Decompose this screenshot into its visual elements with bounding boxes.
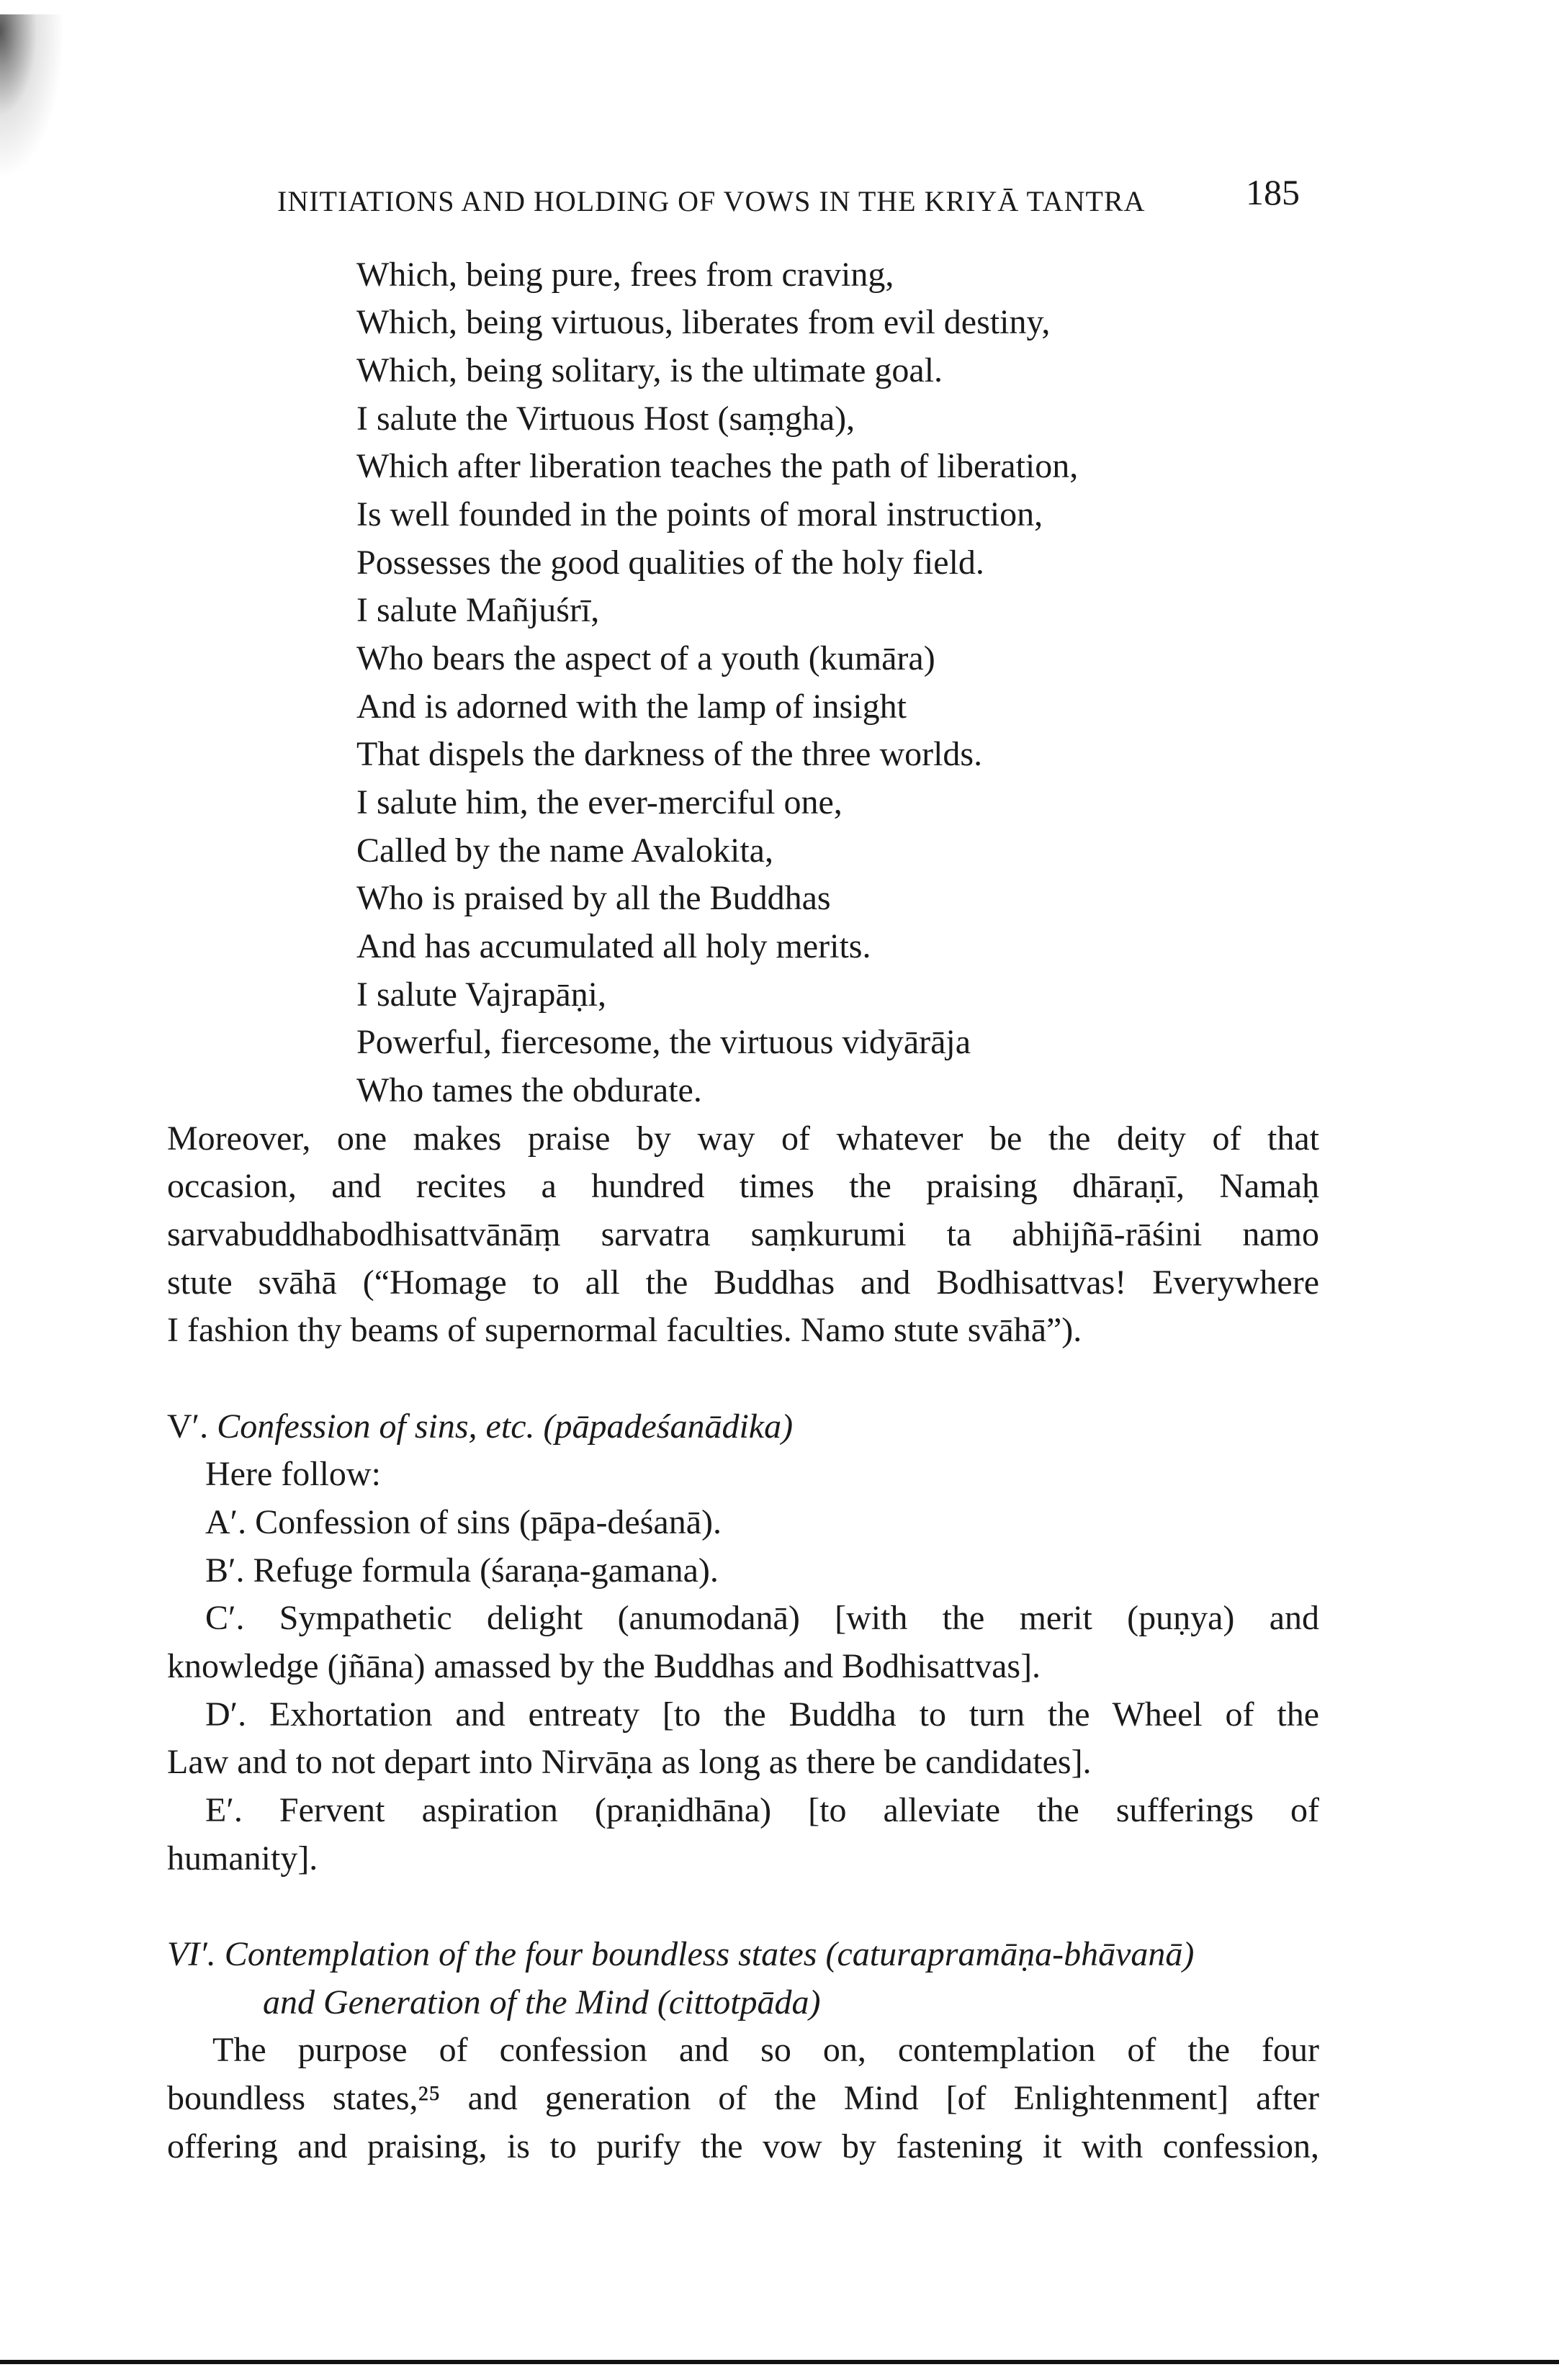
list-item: A′. Confession of sins (pāpa-deśanā). [205,1503,722,1541]
body-line: I fashion thy beams of supernormal faculties. Namo stute svāhā”). [167,1311,1082,1349]
list-item: C′. Sympathetic delight (anumodanā) [with the merit (puṇya) and [205,1599,1319,1637]
verse-line: Who bears the aspect of a youth (kumāra) [356,639,935,677]
verse-line: I salute Mañjuśrī, [356,591,600,629]
list-item-continuation: knowledge (jñāna) amassed by the Buddhas and Bodhisattvas]. [167,1647,1041,1685]
page-number: 185 [1246,172,1300,212]
section-title: Confession of sins, etc. [217,1407,535,1446]
body-line: boundless states,²⁵ and generation of the Mind [of Enlightenment] after [167,2079,1319,2117]
verse-line: Called by the name Avalokita, [356,831,773,870]
verse-line: Who is praised by all the Buddhas [356,879,831,917]
body-line: occasion, and recites a hundred times the praising dhāraṇī, Namaḥ [167,1167,1319,1205]
body-line: stute svāhā (“Homage to all the Buddhas and Bodhisattvas! Everywhere [167,1263,1319,1302]
verse-line: Possesses the good qualities of the holy field. [356,544,984,582]
section-term: (pāpadeśanādika) [543,1407,794,1446]
list-item-continuation: Law and to not depart into Nirvāṇa as long as there be candidates]. [167,1743,1092,1781]
page-header [277,171,1300,229]
verse-line: And is adorned with the lamp of insight [356,688,907,726]
verse-line: Which, being virtuous, liberates from evil destiny, [356,303,1051,341]
body-line: offering and praising, is to purify the vow by fastening it with confession, [167,2127,1319,2165]
list-item: B′. Refuge formula (śaraṇa-gamana). [205,1551,719,1590]
section-vi-heading-cont: and Generation of the Mind (cittotpāda) [263,1983,821,2021]
verse-line: Which after liberation teaches the path of liberation, [356,447,1079,485]
verse-line: I salute Vajrapāṇi, [356,975,606,1014]
scan-edge-shadow [0,14,65,180]
body-line: The purpose of confession and so on, contemplation of the four [212,2031,1319,2069]
list-item: E′. Fervent aspiration (praṇidhāna) [to alleviate the sufferings of [205,1791,1319,1829]
body-line: sarvabuddhabodhisattvānāṃ sarvatra saṃkurumi ta abhijñā-rāśini namo [167,1215,1319,1253]
verse-line: Which, being solitary, is the ultimate goal. [356,351,943,389]
verse-line: Powerful, fiercesome, the virtuous vidyārāja [356,1023,971,1061]
verse-line: Is well founded in the points of moral instruction, [356,495,1043,533]
verse-line: I salute him, the ever-merciful one, [356,783,843,821]
list-item: D′. Exhortation and entreaty [to the Buddha to turn the Wheel of the [205,1695,1319,1734]
section-intro: Here follow: [205,1455,381,1493]
verse-line: I salute the Virtuous Host (saṃgha), [356,400,855,438]
section-numeral: V′. [167,1407,209,1446]
scan-bottom-edge [0,2360,1559,2364]
body-line: Moreover, one makes praise by way of whatever be the deity of that [167,1119,1319,1158]
section-vi-heading: VI′. Contemplation of the four boundless states (caturapramāṇa-bhāvanā) [167,1935,1195,1973]
running-head: INITIATIONS AND HOLDING OF VOWS IN THE KRIYĀ TANTRA [277,185,1146,217]
verse-line: And has accumulated all holy merits. [356,927,871,965]
verse-line: Which, being pure, frees from craving, [356,256,894,294]
verse-line: Who tames the obdurate. [356,1071,702,1109]
verse-line: That dispels the darkness of the three worlds. [356,735,983,773]
section-v-heading [167,1404,793,1450]
list-item-continuation: humanity]. [167,1839,318,1878]
